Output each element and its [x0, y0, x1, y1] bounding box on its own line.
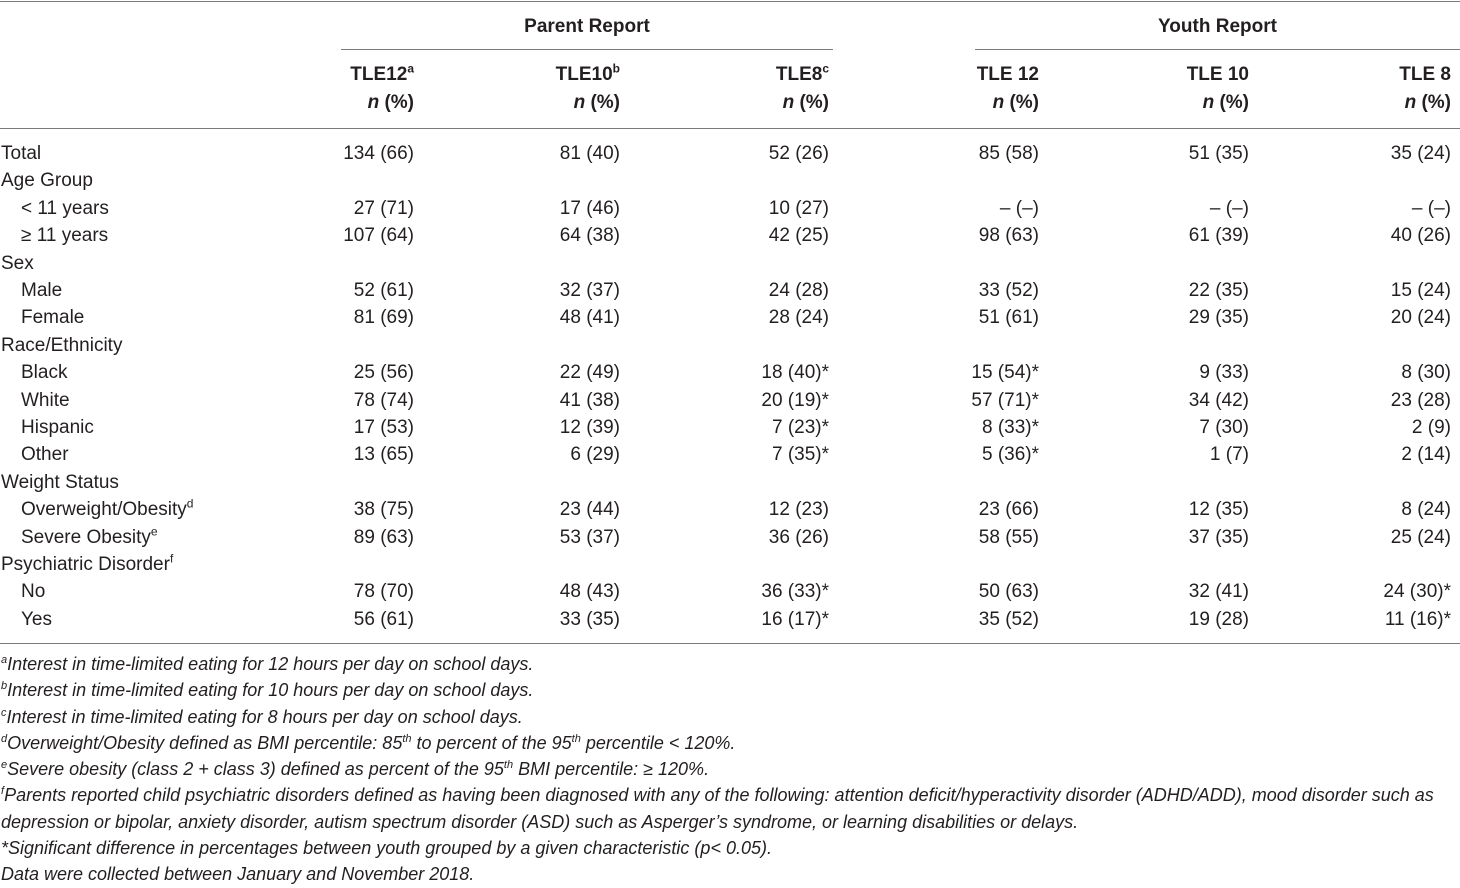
table-cell: 36 (26) — [768, 526, 829, 548]
table-cell: 98 (63) — [978, 225, 1039, 247]
footnote-a: $^a$Interest in time-limited eating for 12 hours per day on school days. — [1, 654, 534, 674]
row-label: Total — [1, 143, 42, 164]
table-cell: 52 (61) — [353, 280, 414, 301]
table-cell: 2 (9) — [1411, 417, 1451, 438]
table-cell: – (–) — [1209, 197, 1249, 219]
table-cell: 12 (23) — [768, 499, 829, 521]
table-cell: 5 (36)* — [981, 444, 1039, 466]
row-label: Yes — [21, 608, 52, 630]
table-cell: 7 (23)* — [771, 417, 829, 438]
table-cell: 85 (58) — [978, 143, 1039, 164]
row-label: Age Group — [1, 170, 93, 192]
table-cell: 18 (40)* — [761, 362, 829, 384]
footnote-d: $^d$Overweight/Obesity defined as BMI percentile: 85th to percent of the 95th percentile < 120%. — [1, 732, 736, 753]
table-cell: 53 (37) — [559, 526, 620, 548]
table-cell: 38 (75) — [353, 499, 414, 521]
table-row — [0, 606, 1460, 633]
column-header-name: TLE 10 — [1186, 64, 1249, 85]
table-top-rule — [0, 1, 1460, 2]
table-cell: 7 (35)* — [771, 444, 829, 466]
column-header-name: TLE 12 — [976, 64, 1039, 85]
table-cell: 12 (35) — [1188, 499, 1249, 521]
table-row — [0, 496, 1460, 523]
table-cell: 81 (69) — [353, 307, 414, 329]
table-cell: 50 (63) — [978, 581, 1039, 603]
table-cell: 42 (25) — [768, 225, 829, 247]
table-cell: 52 (26) — [768, 143, 829, 164]
column-header-unit: n (%) — [1404, 92, 1451, 113]
youth-report-header: Youth Report — [1158, 16, 1277, 37]
row-label: Female — [21, 307, 85, 329]
row-label: No — [21, 581, 46, 603]
table-cell: 8 (30) — [1401, 362, 1451, 384]
footnote-f: $^f$Parents reported child psychiatric disorders defined as having been diagnosed with any of the following: attention deficit/hyperactivity disorder (ADHD/ADD), mood disorder such as depression or bipolar, anxiety disorder, autism spectrum disorder (ASD) such as Asperger’s syndrome, or learning disabilities or delays. — [1, 785, 1434, 832]
table-cell: 20 (24) — [1390, 307, 1451, 329]
table-cell: 78 (70) — [353, 581, 414, 603]
column-header — [1049, 61, 1249, 117]
table-row — [0, 250, 1460, 277]
row-label: Hispanic — [21, 417, 94, 438]
table-row — [0, 469, 1460, 496]
table-cell: 32 (41) — [1188, 581, 1249, 603]
table-bottom-rule — [0, 643, 1460, 644]
table-cell: 28 (24) — [768, 307, 829, 329]
table-cell: 37 (35) — [1188, 526, 1249, 548]
table-cell: 32 (37) — [559, 280, 620, 301]
table-cell: – (–) — [1411, 197, 1451, 219]
table-row — [0, 359, 1460, 386]
table-cell: 11 (16)* — [1384, 608, 1451, 630]
table-cell: 35 (52) — [978, 608, 1039, 630]
column-header — [420, 61, 620, 117]
table-cell: 1 (7) — [1209, 444, 1249, 466]
footnote-data-collection: Data were collected between January and November 2018. — [1, 864, 475, 885]
table-cell: 40 (26) — [1390, 225, 1451, 247]
table-row — [0, 277, 1460, 304]
table-cell: 51 (35) — [1188, 143, 1249, 164]
footnote-b: $^b$Interest in time-limited eating for 10 hours per day on school days. — [1, 680, 534, 701]
table-cell: 20 (19)* — [761, 389, 829, 411]
row-label: Male — [21, 280, 63, 301]
table-cell: 48 (41) — [559, 307, 620, 329]
column-header-name: TLE 8 — [1399, 64, 1451, 85]
column-header — [629, 61, 829, 117]
table-cell: 48 (43) — [559, 581, 620, 603]
row-label: Black — [21, 362, 68, 384]
table-cell: 58 (55) — [978, 526, 1039, 548]
table-cell: 12 (39) — [559, 417, 620, 438]
table-cell: 2 (14) — [1401, 444, 1451, 466]
table-cell: 15 (24) — [1390, 280, 1451, 301]
table-cell: 64 (38) — [559, 225, 620, 247]
table-cell: 23 (44) — [559, 499, 620, 521]
table-row — [0, 578, 1460, 605]
table-cell: 6 (29) — [570, 444, 620, 466]
row-label: Other — [21, 444, 69, 466]
table-row — [0, 524, 1460, 551]
row-label: < 11 years — [21, 197, 109, 219]
column-header-unit: n (%) — [992, 92, 1039, 113]
table-cell: 107 (64) — [343, 225, 414, 247]
table-cell: 16 (17)* — [761, 608, 829, 630]
row-label: Weight Status — [1, 471, 119, 493]
table-cell: 23 (28) — [1390, 389, 1451, 411]
table-cell: 33 (35) — [559, 608, 620, 630]
table-row — [0, 195, 1460, 222]
row-label: Overweight/Obesity$^d$ — [21, 496, 194, 521]
table-cell: 51 (61) — [978, 307, 1039, 329]
row-label: Severe Obesity$^e$ — [21, 524, 158, 548]
table-cell: 13 (65) — [353, 444, 414, 466]
column-header-unit: n (%) — [782, 92, 829, 113]
column-header-unit: n (%) — [1202, 92, 1249, 113]
table-cell: 81 (40) — [559, 143, 620, 164]
table-cell: 34 (42) — [1188, 389, 1249, 411]
column-header-name: TLE12$^a$ — [350, 61, 414, 85]
table-cell: 134 (66) — [343, 143, 414, 164]
parent-report-header: Parent Report — [524, 16, 650, 37]
table-cell: 33 (52) — [978, 280, 1039, 301]
youth-report-underline — [975, 49, 1460, 50]
table-cell: 41 (38) — [559, 389, 620, 411]
row-label: White — [21, 389, 70, 411]
table-cell: 24 (30)* — [1383, 581, 1451, 603]
table-cell: 24 (28) — [768, 280, 829, 301]
row-label: Psychiatric Disorder$^f$ — [1, 551, 174, 575]
row-label: Sex — [1, 252, 34, 274]
column-header-name: TLE8$^c$ — [775, 61, 829, 85]
column-header — [839, 61, 1039, 117]
table-cell: 8 (24) — [1401, 499, 1451, 521]
header-bottom-rule — [0, 128, 1460, 129]
table-cell: 15 (54)* — [971, 362, 1039, 384]
column-header-unit: n (%) — [367, 92, 414, 113]
table-row — [0, 304, 1460, 331]
row-label: ≥ 11 years — [21, 225, 109, 247]
column-header-name: TLE10$^b$ — [555, 61, 620, 85]
table-row — [0, 551, 1460, 578]
table-row — [0, 140, 1460, 167]
footnote-c: $^c$Interest in time-limited eating for 8 hours per day on school days. — [1, 706, 523, 727]
table-cell: 29 (35) — [1188, 307, 1249, 329]
table-cell: 27 (71) — [353, 197, 414, 219]
table-cell: 7 (30) — [1199, 417, 1249, 438]
table-cell: 8 (33)* — [981, 417, 1039, 438]
footnote-significance: *Significant difference in percentages between youth grouped by a given characteristic (p< 0.05). — [1, 838, 772, 859]
table-cell: 35 (24) — [1390, 143, 1451, 164]
table-cell: 36 (33)* — [761, 581, 829, 603]
table-cell: – (–) — [999, 197, 1039, 219]
table-cell: 56 (61) — [353, 608, 414, 630]
table-footnotes — [1, 651, 1459, 888]
table-cell: 89 (63) — [353, 526, 414, 548]
footnote-e: $^e$Severe obesity (class 2 + class 3) defined as percent of the 95th BMI percentile: ≥ 120%. — [1, 759, 710, 780]
table-cell: 25 (56) — [353, 362, 414, 384]
table-cell: 22 (35) — [1188, 280, 1249, 301]
table-cell: 61 (39) — [1188, 225, 1249, 247]
row-label: Race/Ethnicity — [1, 334, 123, 356]
table-cell: 17 (46) — [559, 197, 620, 219]
table-cell: 22 (49) — [559, 362, 620, 384]
column-header — [214, 61, 414, 117]
table-row — [0, 387, 1460, 414]
table-cell: 19 (28) — [1188, 608, 1249, 630]
table-cell: 25 (24) — [1390, 526, 1451, 548]
table-cell: 23 (66) — [978, 499, 1039, 521]
table-cell: 78 (74) — [353, 389, 414, 411]
table-cell: 9 (33) — [1199, 362, 1249, 384]
table-row — [0, 222, 1460, 249]
table-row — [0, 332, 1460, 359]
column-header — [1251, 61, 1451, 117]
table-row — [0, 167, 1460, 194]
column-header-unit: n (%) — [573, 92, 620, 113]
parent-report-underline — [341, 49, 833, 50]
table-cell: 57 (71)* — [971, 389, 1039, 411]
table-row — [0, 441, 1460, 468]
table-row — [0, 414, 1460, 441]
table-cell: 17 (53) — [353, 417, 414, 438]
table-cell: 10 (27) — [768, 197, 829, 219]
